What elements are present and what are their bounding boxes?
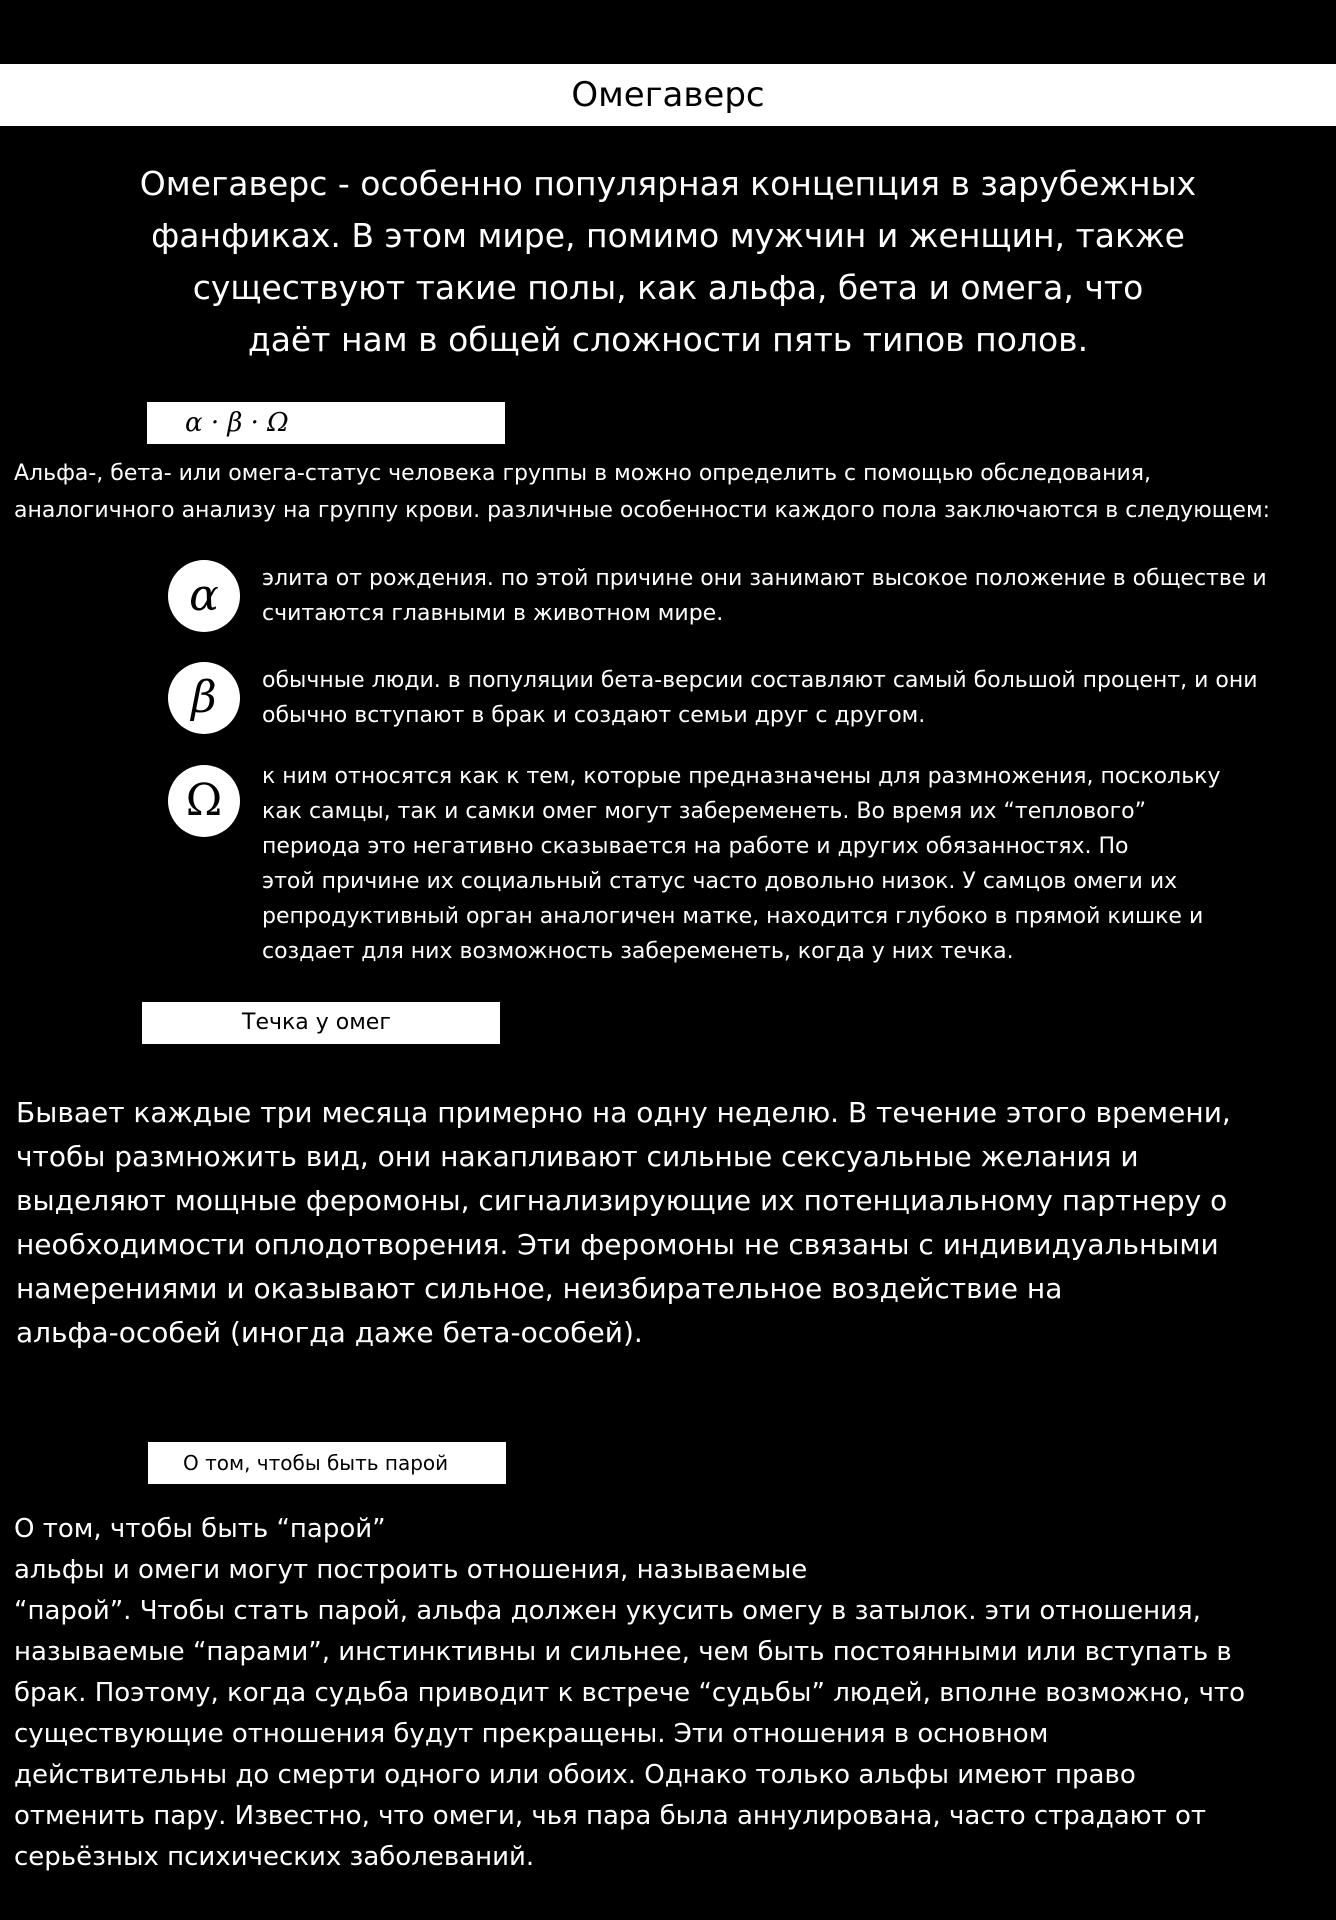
section-label-text: α · β · Ω — [185, 408, 289, 438]
description-line: аналогичного анализу на группу крови. различные особенности каждого пола заключаются в следующем: — [14, 498, 1270, 523]
mate-paragraph — [14, 1509, 1314, 1878]
type-line: элита от рождения. по этой причине они занимают высокое положение в обществе и — [262, 566, 1267, 591]
intro-line: существуют такие полы, как альфа, бета и омега, что — [192, 268, 1144, 307]
type-description-omega — [262, 759, 1302, 969]
paragraph-line: чтобы размножить вид, они накапливают сильные сексуальные желания и — [16, 1140, 1139, 1173]
section-label-text: О том, чтобы быть парой — [183, 1451, 449, 1475]
description-line: Альфа-, бета- или омега-статус человека группы в можно определить с помощью обследования, — [14, 461, 1151, 486]
type-line: репродуктивный орган аналогичен матке, находится глубоко в прямой кишке и — [262, 904, 1204, 929]
paragraph-line: существующие отношения будут прекращены. Эти отношения в основном — [14, 1719, 1049, 1749]
paragraph-line: необходимости оплодотворения. Эти феромоны не связаны с индивидуальными — [16, 1228, 1219, 1261]
page-title: Омегаверс — [571, 75, 765, 115]
paragraph-line: серьёзных психических заболеваний. — [14, 1842, 535, 1872]
type-line: как самцы, так и самки омег могут забеременеть. Во время их “теплового” — [262, 799, 1147, 824]
page-title-bar — [0, 64, 1336, 126]
type-line: к ним относятся как к тем, которые предназначены для размножения, поскольку — [262, 764, 1221, 789]
paragraph-line: брак. Поэтому, когда судьба приводит к встрече “судьбы” людей, вполне возможно, что — [14, 1678, 1246, 1708]
section-label-symbols — [147, 402, 505, 444]
omega-icon — [168, 765, 240, 837]
beta-symbol: β — [191, 672, 217, 723]
status-description — [14, 455, 1324, 529]
type-description-alpha — [262, 561, 1302, 631]
intro-paragraph — [100, 158, 1236, 366]
alpha-icon — [168, 560, 240, 632]
section-label-mate — [148, 1442, 506, 1484]
type-description-beta — [262, 663, 1302, 733]
intro-line: фанфиках. В этом мире, помимо мужчин и женщин, также — [151, 216, 1185, 255]
paragraph-line: “парой”. Чтобы стать парой, альфа должен укусить омегу в затылок. эти отношения, — [14, 1596, 1201, 1626]
paragraph-line: альфа-особей (иногда даже бета-особей). — [16, 1316, 643, 1349]
beta-icon — [168, 662, 240, 734]
intro-line: даёт нам в общей сложности пять типов полов. — [247, 320, 1089, 359]
paragraph-line: О том, чтобы быть “парой” — [14, 1514, 386, 1544]
paragraph-line: альфы и омеги могут построить отношения, называемые — [14, 1555, 808, 1585]
type-line: этой причине их социальный статус часто довольно низок. У самцов омеги их — [262, 869, 1178, 894]
alpha-symbol: α — [189, 570, 219, 621]
type-line: считаются главными в животном мире. — [262, 601, 724, 626]
section-label-text: Течка у омег — [242, 1010, 391, 1035]
paragraph-line: действительны до смерти одного или обоих. Однако только альфы имеют право — [14, 1760, 1136, 1790]
section-label-heat — [142, 1002, 500, 1044]
type-line: обычно вступают в брак и создают семьи друг с другом. — [262, 703, 926, 728]
omega-symbol: Ω — [185, 775, 223, 826]
paragraph-line: Бывает каждые три месяца примерно на одну неделю. В течение этого времени, — [16, 1096, 1231, 1129]
paragraph-line: называемые “парами”, инстинктивны и сильнее, чем быть постоянными или вступать в — [14, 1637, 1232, 1667]
paragraph-line: отменить пару. Известно, что омеги, чья пара была аннулирована, часто страдают от — [14, 1801, 1207, 1831]
paragraph-line: выделяют мощные феромоны, сигнализирующие их потенциальному партнеру о — [16, 1184, 1228, 1217]
type-line: создает для них возможность забеременеть, когда у них течка. — [262, 939, 1014, 964]
type-line: обычные люди. в популяции бета-версии составляют самый большой процент, и они — [262, 668, 1258, 693]
paragraph-line: намерениями и оказывают сильное, неизбирательное воздействие на — [16, 1272, 1063, 1305]
intro-line: Омегаверс - особенно популярная концепция в зарубежных — [139, 164, 1197, 203]
heat-paragraph — [16, 1091, 1316, 1355]
type-line: периода это негативно сказывается на работе и других обязанностях. По — [262, 834, 1129, 859]
